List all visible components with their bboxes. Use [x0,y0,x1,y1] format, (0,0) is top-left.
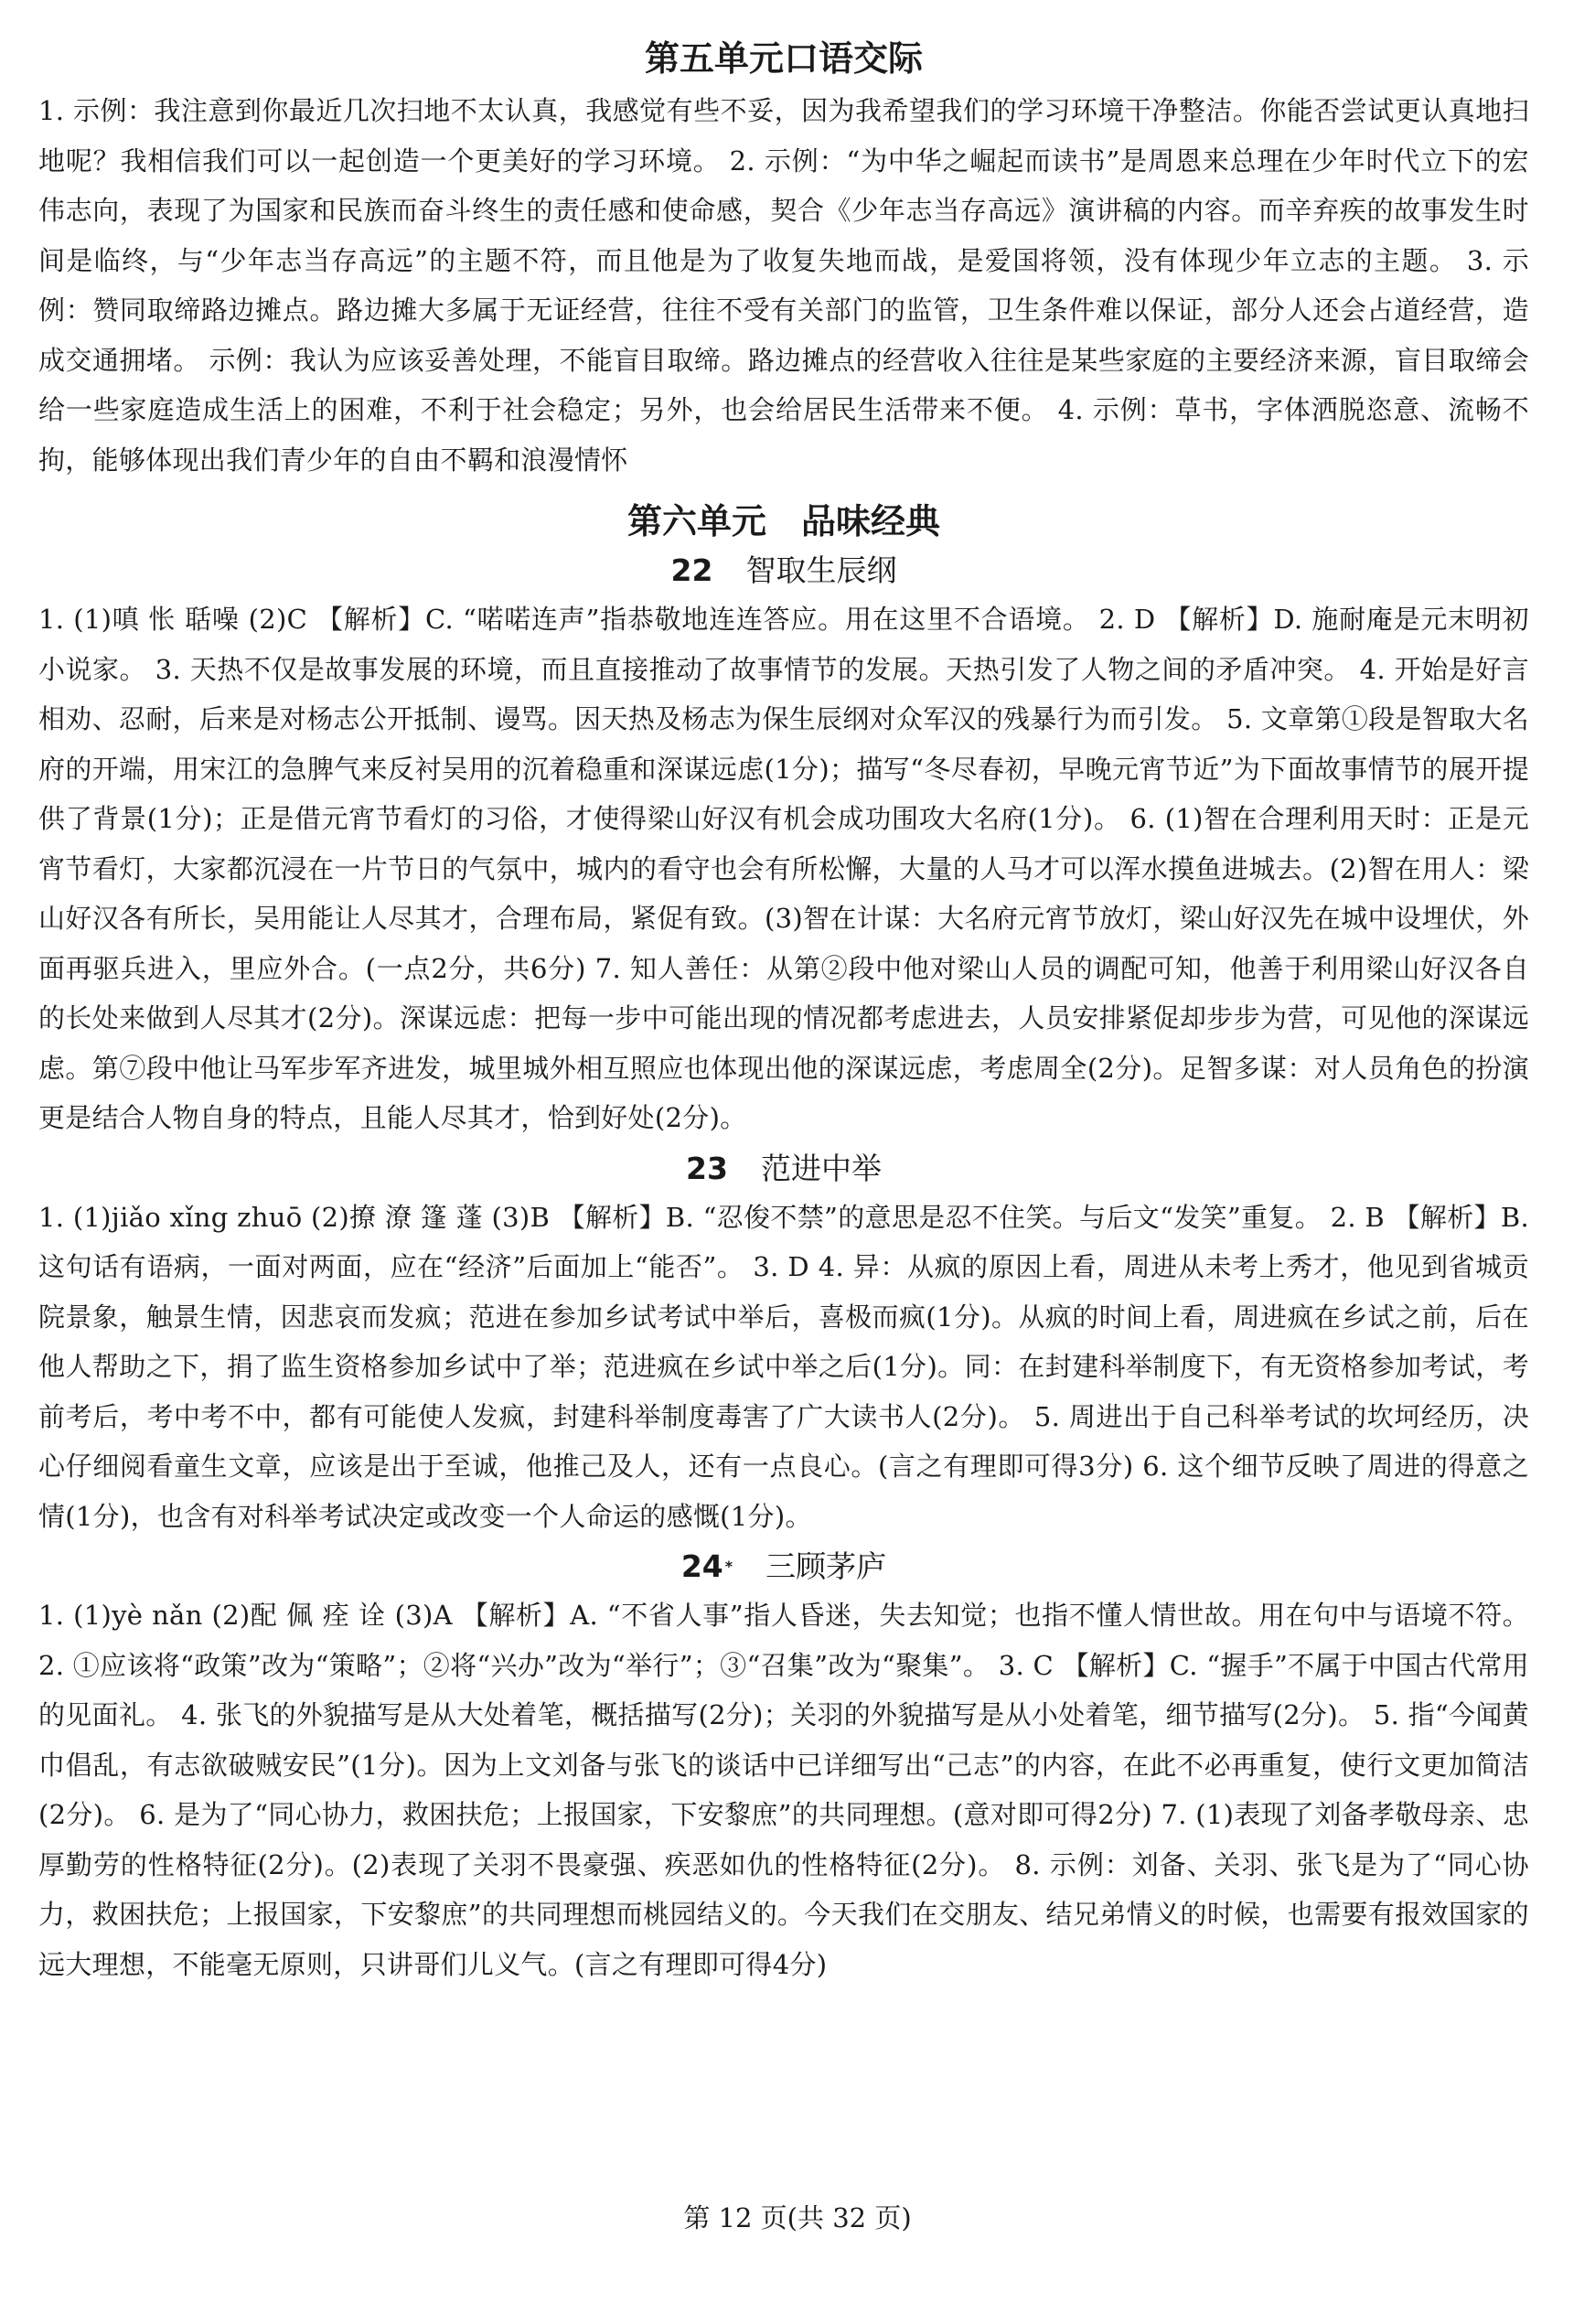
unit6-title-part2: 品味经典 [801,501,941,541]
lesson24-answers: 1. (1)yè nǎn (2)配 佩 痊 诠 (3)A 【解析】A. “不省人事”指人昏迷，失去知觉；也指不懂人情世故。用在句中与语境不符。 2. ①应该将“政策”改为“策略”；②将“兴办”改为“举行”；③“召集”改为“聚集”。 3. C 【解析】C. “握手”不属于中国古代常用的见面礼。 4. 张飞的外貌描写是从大处着笔，概括描写(2分)；关羽的外貌描写是从小处着笔，细节描写(2分)。 5. 指“今闻黄巾倡乱，有志欲破贼安民”(1分)。因为上文刘备与张飞的谈话中已详细写出“己志”的内容，在此不必再重复，使行文更加简洁(2分)。 6. 是为了“同心协力，救困扶危；上报国家，下安黎庶”的共同理想。(意对即可得2分) 7. (1)表现了刘备孝敬母亲、忠厚勤劳的性格特征(2分)。(2)表现了关羽不畏豪强、疾恶如仇的性格特征(2分)。 8. 示例：刘备、关羽、张飞是为了“同心协力，救困扶危；上报国家，下安黎庶”的共同理想而桃园结义的。今天我们在交朋友、结兄弟情义的时候，也需要有报效国家的远大理想，不能毫无原则，只讲哥们儿义气。(言之有理即可得4分) [38,1600,1529,1980]
lesson24-optional-mark: * [724,1558,733,1575]
unit5-title: 第五单元口语交际 [644,38,923,79]
lesson23-title: 范进中举 [760,1150,882,1186]
lesson24-number-text: 24 [680,1548,723,1584]
lesson23-number: 23 [686,1150,728,1186]
unit6-title [38,499,1529,543]
lesson23-heading [38,1147,1529,1191]
lesson24-number [681,1548,733,1584]
answer-page [38,37,1529,1989]
lesson22-answers: 1. (1)嗔 怅 聒噪 (2)C 【解析】C. “喏喏连声”指恭敬地连连答应。用在这里不合语境。 2. D 【解析】D. 施耐庵是元末明初小说家。 3. 天热不仅是故事发展的环境，而且直接推动了故事情节的发展。天热引发了人物之间的矛盾冲突。 4. 开始是好言相劝、忍耐，后来是对杨志公开抵制、谩骂。因天热及杨志为保生辰纲对众军汉的残暴行为而引发。 5. 文章第①段是智取大名府的开端，用宋江的急脾气来反衬吴用的沉着稳重和深谋远虑(1分)；描写“冬尽春初，早晚元宵节近”为下面故事情节的展开提供了背景(1分)；正是借元宵节看灯的习俗，才使得梁山好汉有机会成功围攻大名府(1分)。 6. (1)智在合理利用天时：正是元宵节看灯，大家都沉浸在一片节日的气氛中，城内的看守也会有所松懈，大量的人马才可以浑水摸鱼进城去。(2)智在用人：梁山好汉各有所长，吴用能让人尽其才，合理布局，紧促有致。(3)智在计谋：大名府元宵节放灯，梁山好汉先在城中设埋伏，外面再驱兵进入，里应外合。(一点2分，共6分) 7. 知人善任：从第②段中他对梁山人员的调配可知，他善于利用梁山好汉各自的长处来做到人尽其才(2分)。深谋远虑：把每一步中可能出现的情况都考虑进去，人员安排紧促却步步为营，可见他的深谋远虑。第⑦段中他让马军步军齐进发，城里城外相互照应也体现出他的深谋远虑，考虑周全(2分)。足智多谋：对人员角色的扮演更是结合人物自身的特点，且能人尽其才，恰到好处(2分)。 [38,604,1529,1133]
unit5-answers: 1. 示例：我注意到你最近几次扫地不太认真，我感觉有些不妥，因为我希望我们的学习环境干净整洁。你能否尝试更认真地扫地呢？我相信我们可以一起创造一个更美好的学习环境。 2. 示例：“为中华之崛起而读书”是周恩来总理在少年时代立下的宏伟志向，表现了为国家和民族而奋斗终生的责任感和使命感，契合《少年志当存高远》演讲稿的内容。而辛弃疾的故事发生时间是临终，与“少年志当存高远”的主题不符，而且他是为了收复失地而战，是爱国将领，没有体现少年立志的主题。 3. 示例：赞同取缔路边摊点。路边摊大多属于无证经营，往往不受有关部门的监管，卫生条件难以保证，部分人还会占道经营，造成交通拥堵。 示例：我认为应该妥善处理，不能盲目取缔。路边摊点的经营收入往往是某些家庭的主要经济来源，盲目取缔会给一些家庭造成生活上的困难，不利于社会稳定；另外，也会给居民生活带来不便。 4. 示例：草书，字体洒脱恣意、流畅不拘，能够体现出我们青少年的自由不羁和浪漫情怀 [38,95,1529,476]
lesson24-heading [38,1545,1529,1589]
lesson22-number: 22 [670,552,713,588]
lesson24-title: 三顾茅庐 [765,1548,887,1584]
unit6-title-part1: 第六单元 [626,501,766,541]
lesson22-heading [38,549,1529,593]
lesson23-answers: 1. (1)jiǎo xǐng zhuō (2)撩 潦 篷 蓬 (3)B 【解析】B. “忍俊不禁”的意思是忍不住笑。与后文“发笑”重复。 2. B 【解析】B. 这句话有语病，一面对两面，应在“经济”后面加上“能否”。 3. D 4. 异：从疯的原因上看，周进从未考上秀才，他见到省城贡院景象，触景生情，因悲哀而发疯；范进在参加乡试考试中举后，喜极而疯(1分)。从疯的时间上看，周进疯在乡试之前，后在他人帮助之下，捐了监生资格参加乡试中了举；范进疯在乡试中举之后(1分)。同：在封建科举制度下，有无资格参加考试，考前考后，考中考不中，都有可能使人发疯，封建科举制度毒害了广大读书人(2分)。 5. 周进出于自己科举考试的坎坷经历，决心仔细阅看童生文章，应该是出于至诚，他推己及人，还有一点良心。(言之有理即可得3分) 6. 这个细节反映了周进的得意之情(1分)，也含有对科举考试决定或改变一个人命运的感慨(1分)。 [38,1201,1529,1532]
lesson22-title: 智取生辰纲 [745,552,897,588]
page-number-footer: 第 12 页(共 32 页) [683,2202,912,2233]
